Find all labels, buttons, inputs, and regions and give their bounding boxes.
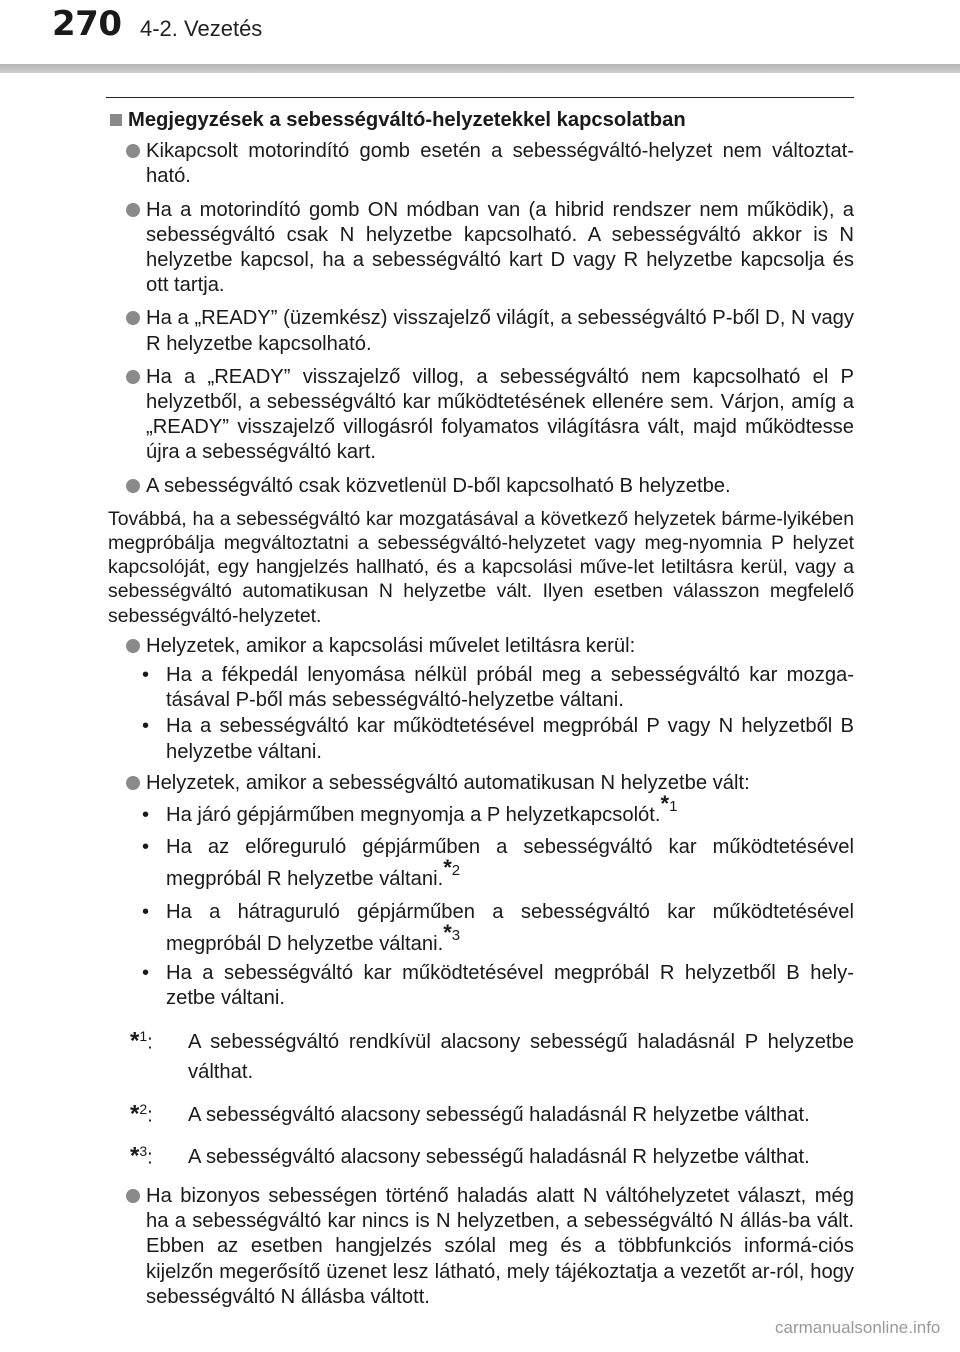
list-item-text: Ha a „READY” visszajelző villog, a sebességváltó nem kapcsolható el P helyzetből, a sebességváltó kar működtetésének ellenére sem. Várjon, amíg a „READY” visszajelző villogásról folyamatos világításra vált, majd működtesse újra a sebességváltó kart. bbox=[146, 365, 854, 464]
footnote bbox=[130, 1027, 854, 1087]
square-bullet-icon bbox=[110, 114, 122, 126]
list-item bbox=[122, 139, 854, 189]
section-title: 4-2. Vezetés bbox=[140, 16, 263, 41]
footnote-text: A sebességváltó rendkívül alacsony sebességű haladásnál P helyzetbe válthat. bbox=[188, 1031, 854, 1084]
list-item-text: Ha bizonyos sebességen történő haladás alatt N váltóhelyzetet választ, még ha a sebességváltó kar nincs is N helyzetben, a sebességváltó N állás-ba vált. Ebben az esetben hangjelzés szólal meg és a többfunkciós informá-ciós kijelzőn megerősítő üzenet lesz látható, mely tájékoztatja a vezetőt ar-ról, hogy sebességváltó N állásba váltott. bbox=[146, 1184, 854, 1308]
circle-bullet-icon bbox=[126, 203, 140, 217]
list-item-text: A sebességváltó csak közvetlenül D-ből kapcsolható B helyzetbe. bbox=[146, 474, 731, 497]
circle-bullet-icon bbox=[126, 370, 140, 384]
footnote-ref: *2 bbox=[443, 855, 461, 881]
list-item bbox=[122, 198, 854, 299]
sub-item bbox=[108, 831, 854, 895]
sub-item-text: Ha a fékpedál lenyomása nélkül próbál meg a sebességváltó kar mozga-tásával P-ből más sebességváltó-helyzetbe váltani. bbox=[166, 664, 854, 712]
list-item-text: Helyzetek, amikor a sebességváltó automatikusan N helyzetbe vált: bbox=[146, 771, 750, 794]
footnote-marker: *$^3$: bbox=[130, 1142, 153, 1170]
sub-item-text: Ha a sebességváltó kar működtetésével megpróbál P vagy N helyzetből B helyzetbe váltani. bbox=[166, 715, 854, 763]
section-heading-text: Megjegyzések a sebességváltó-helyzetekkel kapcsolatban bbox=[128, 109, 686, 131]
content-rule bbox=[106, 97, 854, 98]
circle-bullet-icon bbox=[126, 776, 140, 790]
dot-bullet-icon: • bbox=[142, 664, 150, 687]
sub-item-text: Ha a sebességváltó kar működtetésével megpróbál R helyzetből B hely-zetbe váltani. bbox=[166, 962, 854, 1010]
sub-item-text: Ha a hátraguruló gépjárműben a sebességváltó kar működtetésével megpróbál D helyzetbe váltani. bbox=[166, 901, 854, 956]
footnote-ref: *3 bbox=[443, 920, 461, 946]
sub-item bbox=[108, 791, 854, 830]
page-content bbox=[108, 108, 854, 1318]
list-item bbox=[122, 1184, 854, 1310]
circle-bullet-icon bbox=[126, 1189, 140, 1203]
circle-bullet-icon bbox=[126, 311, 140, 325]
list-item-text: Kikapcsolt motorindító gomb esetén a sebességváltó-helyzet nem változtat-ható. bbox=[146, 140, 854, 188]
footnote-text: A sebességváltó alacsony sebességű haladásnál R helyzetbe válthat. bbox=[188, 1104, 810, 1127]
footnote-marker: *$^1$: bbox=[130, 1028, 153, 1056]
sub-item bbox=[108, 663, 854, 713]
circle-bullet-icon bbox=[126, 144, 140, 158]
footnote bbox=[130, 1142, 854, 1170]
footnote bbox=[130, 1103, 854, 1128]
list-item bbox=[122, 365, 854, 466]
watermark: carmanualsonline.info bbox=[775, 1318, 941, 1337]
footnote-marker: *$^2$: bbox=[130, 1101, 153, 1129]
dot-bullet-icon: • bbox=[142, 804, 150, 827]
list-item-text: Helyzetek, amikor a kapcsolási művelet letiltásra kerül: bbox=[146, 634, 636, 657]
list-item bbox=[122, 306, 854, 356]
dot-bullet-icon: • bbox=[142, 962, 150, 985]
list-item-group-neutral bbox=[122, 771, 854, 796]
list-item-group-disabled bbox=[122, 634, 854, 659]
dot-bullet-icon: • bbox=[142, 715, 150, 738]
sub-item-text: Ha járó gépjárműben megnyomja a P helyzetkapcsolót. bbox=[166, 804, 661, 827]
footnote-text: A sebességváltó alacsony sebességű haladásnál R helyzetbe válthat. bbox=[188, 1145, 810, 1168]
sub-item bbox=[108, 714, 854, 764]
dot-bullet-icon: • bbox=[142, 836, 150, 859]
list-item bbox=[122, 474, 854, 499]
circle-bullet-icon bbox=[126, 479, 140, 493]
dot-bullet-icon: • bbox=[142, 901, 150, 924]
header-rule bbox=[0, 64, 960, 73]
sub-item bbox=[108, 961, 854, 1011]
section-heading bbox=[108, 108, 854, 133]
sub-item-text: Ha az előreguruló gépjárműben a sebességváltó kar működtetésével megpróbál R helyzetbe váltani. bbox=[166, 836, 854, 891]
list-item-text: Ha a motorindító gomb ON módban van (a hibrid rendszer nem működik), a sebességváltó csak N helyzetbe kapcsolható. A sebességváltó akkor is N helyzetbe kapcsol, ha a sebességváltó kart D vagy R helyzetbe kapcsolja és ott tartja. bbox=[146, 198, 854, 297]
page-number: 270 bbox=[52, 4, 122, 44]
footnote-ref: *1 bbox=[660, 791, 678, 817]
sub-item bbox=[108, 896, 854, 960]
list-item-text: Ha a „READY” (üzemkész) visszajelző világít, a sebességváltó P-ből D, N vagy R helyzetbe kapcsolható. bbox=[146, 307, 854, 355]
body-paragraph: Továbbá, ha a sebességváltó kar mozgatásával a következő helyzetek bárme-lyikében megpróbálja megváltoztatni a sebességváltó-helyzetet vagy meg-nyomnia P helyzet kapcsolóját, egy hangjelzés hallható, és a kapcsolási műve-let letiltásra kerül, vagy a sebességváltó automatikusan N helyzetbe vált. Ilyen esetben válasszon megfelelő sebességváltó-helyzetet. bbox=[108, 507, 854, 627]
circle-bullet-icon bbox=[126, 639, 140, 653]
page-header bbox=[0, 0, 960, 80]
